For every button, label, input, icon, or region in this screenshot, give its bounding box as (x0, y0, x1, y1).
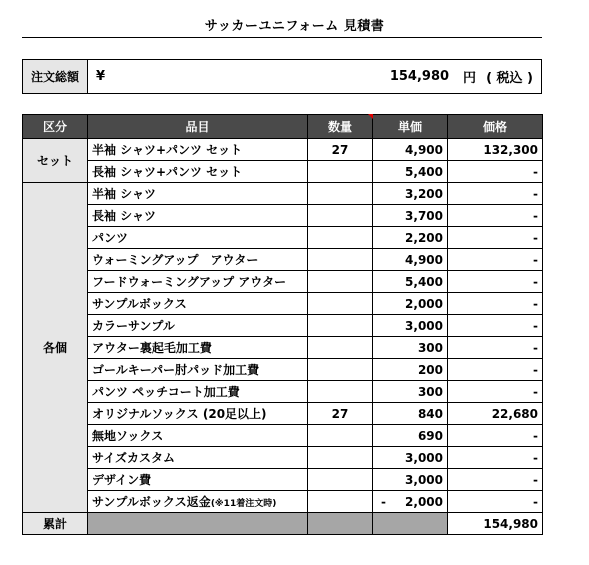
header-quantity: 数量 (308, 115, 373, 139)
table-row (23, 469, 543, 491)
category-cell: 各個 (23, 183, 88, 513)
price-cell: - (448, 293, 543, 315)
summary-blank (88, 513, 308, 535)
price-cell: - (448, 315, 543, 337)
item-cell (88, 183, 308, 205)
price-cell: - (448, 447, 543, 469)
quantity-cell (308, 447, 373, 469)
price-cell: - (448, 227, 543, 249)
table-row (23, 403, 543, 425)
unit-price-value: 4,900 (405, 252, 443, 267)
price-cell: - (448, 491, 543, 513)
item-name: 長袖 シャツ+パンツ セット (92, 165, 243, 179)
document-title: サッカーユニフォーム 見積書 (204, 19, 385, 34)
item-name: 長袖 シャツ (92, 209, 156, 223)
summary-row (23, 513, 543, 535)
price-cell: - (448, 425, 543, 447)
table-row (23, 425, 543, 447)
quantity-cell (308, 249, 373, 271)
item-cell (88, 227, 308, 249)
table-row (23, 271, 543, 293)
header-item: 品目 (88, 115, 308, 139)
item-cell (88, 249, 308, 271)
table-row (23, 359, 543, 381)
item-note: (※11着注文時) (210, 499, 277, 509)
unit-price-cell (373, 227, 448, 249)
cell-comment-marker (368, 114, 373, 119)
quantity-cell (308, 161, 373, 183)
quantity-cell (308, 227, 373, 249)
table-row (23, 491, 543, 513)
price-cell: 132,300 (448, 139, 543, 161)
summary-label: 累計 (23, 513, 88, 535)
unit-price-cell (373, 205, 448, 227)
unit-price-cell (373, 161, 448, 183)
unit-price-value: 3,000 (405, 450, 443, 465)
unit-price-cell (373, 491, 448, 513)
item-cell (88, 293, 308, 315)
unit-price-cell (373, 425, 448, 447)
header-price: 価格 (448, 115, 543, 139)
unit-price-value: 3,000 (405, 472, 443, 487)
item-cell (88, 337, 308, 359)
negative-sign: - (381, 494, 386, 509)
item-name: オリジナルソックス (20足以上) (92, 407, 267, 421)
table-row (23, 337, 543, 359)
quantity-cell (308, 359, 373, 381)
unit-price-cell (373, 183, 448, 205)
table-row (23, 249, 543, 271)
quantity-cell: 27 (308, 403, 373, 425)
item-name: フードウォーミングアップ アウター (92, 275, 287, 289)
order-total-value (88, 60, 541, 93)
summary-blank (373, 513, 448, 535)
item-cell (88, 315, 308, 337)
table-row (23, 205, 543, 227)
price-cell: 22,680 (448, 403, 543, 425)
item-name: アウター裏起毛加工費 (92, 341, 212, 355)
unit-price-value: 2,000 (405, 494, 443, 509)
quantity-cell (308, 469, 373, 491)
unit-price-cell (373, 469, 448, 491)
item-cell (88, 161, 308, 183)
quantity-cell (308, 491, 373, 513)
item-cell (88, 403, 308, 425)
price-cell: - (448, 271, 543, 293)
unit-price-cell (373, 337, 448, 359)
item-name: 半袖 シャツ+パンツ セット (92, 143, 243, 157)
item-cell (88, 139, 308, 161)
item-cell (88, 491, 308, 513)
quote-table (22, 114, 543, 535)
category-cell: セット (23, 139, 88, 183)
quantity-cell (308, 205, 373, 227)
unit-price-cell (373, 271, 448, 293)
item-cell (88, 425, 308, 447)
item-name: サイズカスタム (92, 451, 176, 465)
price-cell: - (448, 337, 543, 359)
unit-price-cell (373, 249, 448, 271)
item-cell (88, 381, 308, 403)
quantity-cell (308, 381, 373, 403)
header-category: 区分 (23, 115, 88, 139)
table-row (23, 161, 543, 183)
unit-price-cell (373, 359, 448, 381)
item-name: ウォーミングアップ アウター (92, 253, 259, 267)
order-total-label: 注文総額 (23, 60, 88, 93)
unit-price-value: 300 (417, 384, 443, 399)
item-cell (88, 469, 308, 491)
price-cell: - (448, 381, 543, 403)
price-cell: - (448, 359, 543, 381)
unit-price-cell (373, 403, 448, 425)
price-cell: - (448, 161, 543, 183)
unit-price-cell (373, 315, 448, 337)
unit-price-value: 3,200 (405, 186, 443, 201)
table-row (23, 139, 543, 161)
unit-price-value: 3,000 (405, 318, 443, 333)
order-total-box (22, 59, 542, 94)
unit-price-value: 2,200 (405, 230, 443, 245)
item-name: 無地ソックス (92, 429, 164, 443)
summary-blank (308, 513, 373, 535)
quantity-cell (308, 425, 373, 447)
order-total-amount: 154,980 (389, 69, 450, 84)
item-cell (88, 205, 308, 227)
quantity-cell (308, 271, 373, 293)
quantity-cell (308, 315, 373, 337)
unit-price-value: 200 (417, 362, 443, 377)
currency-unit: 円 (463, 71, 477, 86)
unit-price-value: 5,400 (405, 274, 443, 289)
table-row (23, 227, 543, 249)
tax-included-note: ( 税込 ) (486, 71, 533, 86)
yen-symbol: ¥ (96, 69, 106, 84)
item-name: デザイン費 (92, 473, 152, 487)
unit-price-cell (373, 447, 448, 469)
price-cell: - (448, 469, 543, 491)
unit-price-value: 4,900 (405, 142, 443, 157)
unit-price-value: 5,400 (405, 164, 443, 179)
price-cell: - (448, 249, 543, 271)
item-cell (88, 447, 308, 469)
quantity-cell (308, 293, 373, 315)
item-name: 半袖 シャツ (92, 187, 156, 201)
table-row (23, 183, 543, 205)
item-name: パンツ (92, 231, 129, 245)
price-cell: - (448, 205, 543, 227)
unit-price-cell (373, 381, 448, 403)
price-cell: - (448, 183, 543, 205)
unit-price-value: 2,000 (405, 296, 443, 311)
title-underline (22, 37, 542, 38)
unit-price-value: 690 (417, 428, 443, 443)
unit-price-value: 840 (417, 406, 443, 421)
item-cell (88, 271, 308, 293)
unit-price-cell (373, 139, 448, 161)
unit-price-value: 300 (417, 340, 443, 355)
summary-total: 154,980 (448, 513, 543, 535)
table-row (23, 293, 543, 315)
item-name: サンプルボックス返金 (92, 495, 211, 509)
item-name: カラーサンプル (92, 319, 175, 333)
unit-price-value: 3,700 (405, 208, 443, 223)
item-name: サンプルボックス (92, 297, 187, 311)
quantity-cell (308, 337, 373, 359)
header-row (23, 115, 543, 139)
unit-price-cell (373, 293, 448, 315)
header-unit-price: 単価 (373, 115, 448, 139)
quantity-cell (308, 183, 373, 205)
item-name: ゴールキーパー肘パッド加工費 (92, 363, 260, 377)
table-row (23, 447, 543, 469)
quantity-cell: 27 (308, 139, 373, 161)
item-name: パンツ ペッチコート加工費 (92, 385, 240, 399)
item-cell (88, 359, 308, 381)
table-row (23, 381, 543, 403)
table-row (23, 315, 543, 337)
